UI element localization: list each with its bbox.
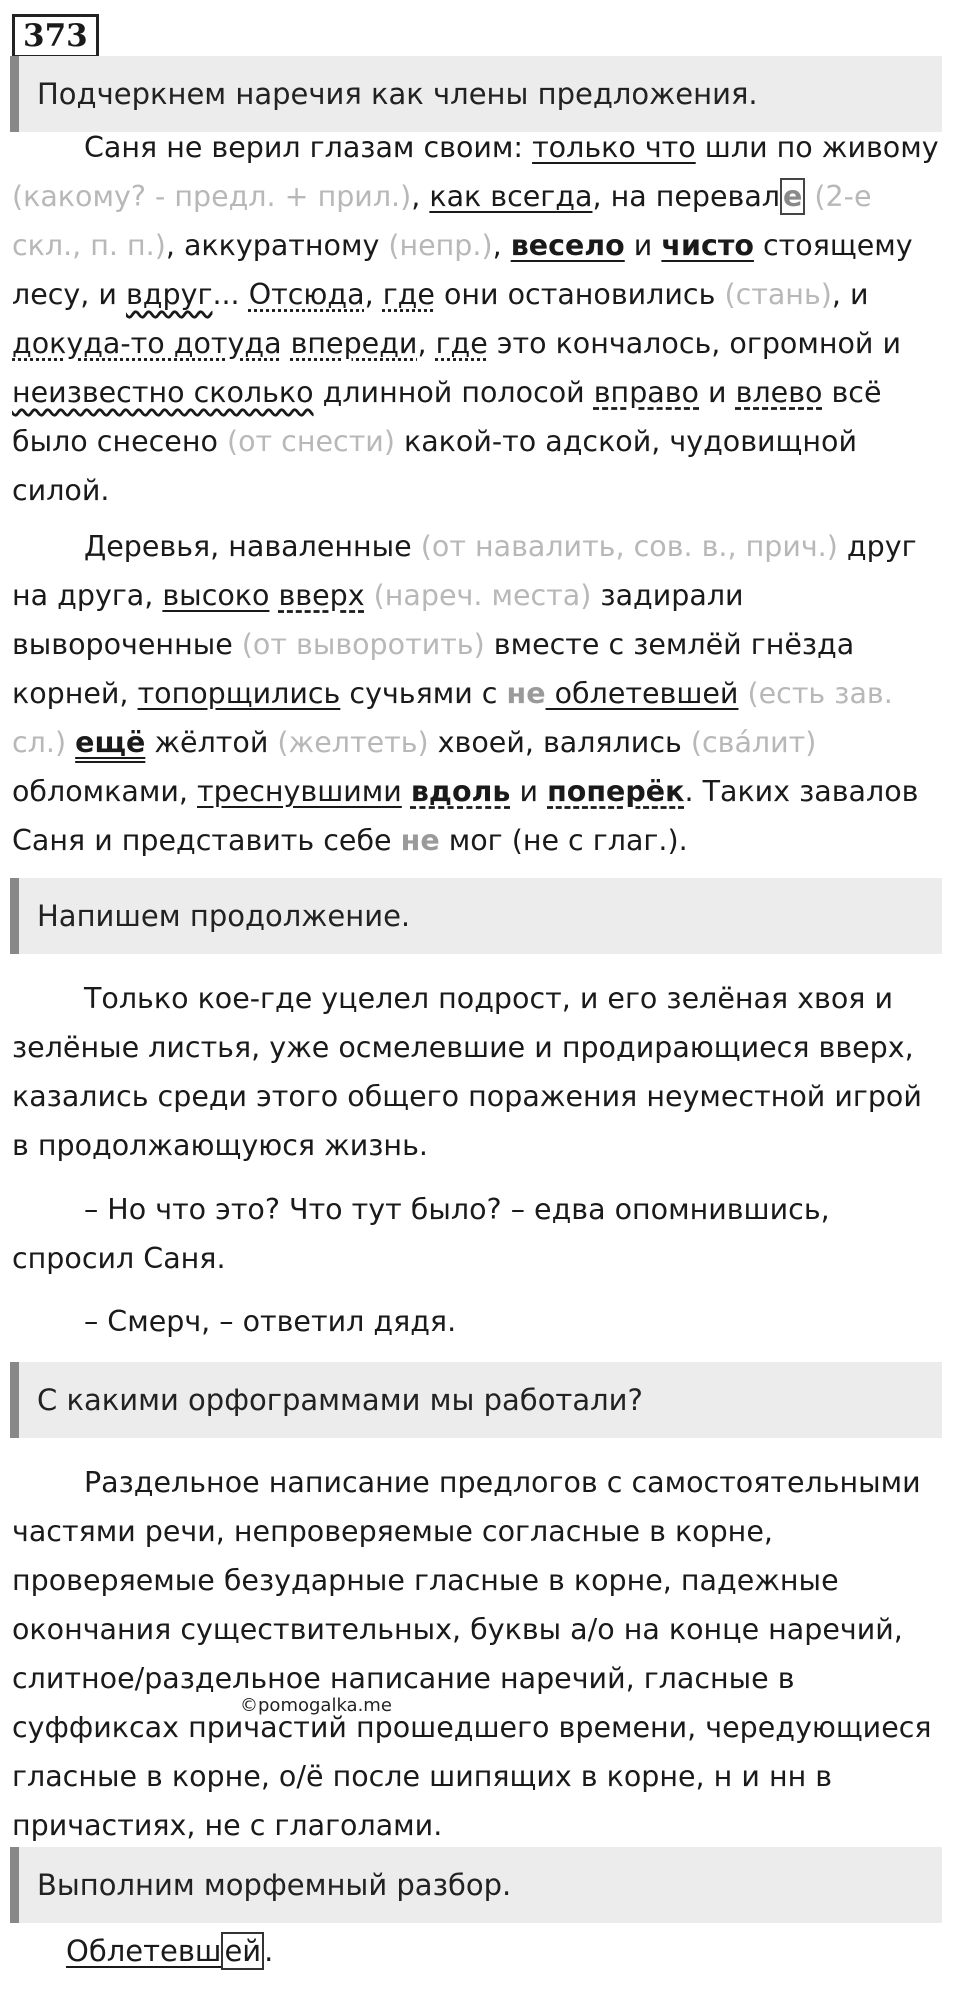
section-header-adverbs: Подчеркнем наречия как члены предложения. xyxy=(10,56,942,132)
grammar-note: (свáлит) xyxy=(681,726,817,759)
adverb-wavy: неизвестно сколько xyxy=(12,376,314,409)
grammar-note: (от выворотить) xyxy=(232,628,485,661)
participle-underlined: треснувшими xyxy=(197,775,402,808)
text-span: длинной полосой xyxy=(313,376,594,409)
text-span xyxy=(402,775,411,808)
text-span: стоящему лесу, и xyxy=(12,229,913,311)
paragraph-2 xyxy=(12,522,947,865)
grammar-note: (нареч. места) xyxy=(364,579,592,612)
grammar-note: (от снести) xyxy=(217,425,395,458)
text-span xyxy=(269,579,278,612)
continuation-paragraph-3: – Смерч, – ответил дядя. xyxy=(84,1305,457,1338)
section-header-morpheme: Выполним морфемный разбор. xyxy=(10,1847,942,1923)
adverb-bold: весело xyxy=(510,229,625,262)
text-span: жёлтой xyxy=(145,726,269,759)
text-span: , xyxy=(417,327,436,360)
text-span: аккуратному xyxy=(183,229,380,262)
morpheme-ending: ей xyxy=(221,1932,264,1970)
adverb-dashed: вверх xyxy=(278,579,365,612)
adverb-dotted: впереди xyxy=(290,327,418,360)
text-span: обломками, xyxy=(12,775,197,808)
adverb-dotted: где xyxy=(435,327,488,360)
text-span: друг на друга, xyxy=(12,530,917,612)
text-span: сучьями с xyxy=(340,677,507,710)
adverb-wavy: вдруг xyxy=(126,278,213,311)
text-span: и xyxy=(510,775,548,808)
text-span: мог (не с глаг.). xyxy=(439,824,688,857)
predicate-underlined: топорщились xyxy=(137,677,341,710)
adverb-underlined: только что xyxy=(532,131,696,164)
adverb-dashed: влево xyxy=(735,376,823,409)
text-span: , xyxy=(364,278,383,311)
morpheme-dot: . xyxy=(264,1934,274,1968)
particle-not: не xyxy=(506,677,546,710)
text-span: какой-то адской, чудовищной силой. xyxy=(12,425,857,507)
text-span: Саня не верил глазам своим: xyxy=(84,131,533,164)
adverb-underlined: как всегда xyxy=(429,180,593,213)
grammar-note: (какому? - предл. + прил.) xyxy=(12,180,412,213)
particle-not: не xyxy=(400,824,440,857)
text-span: ... xyxy=(212,278,249,311)
adverb-bold: вдоль xyxy=(410,775,511,808)
text-span xyxy=(282,327,291,360)
text-span: Деревья, наваленные xyxy=(84,530,412,563)
adverb-bold: поперёк xyxy=(547,775,685,808)
paragraph-1 xyxy=(12,123,947,515)
adverb-dotted: где xyxy=(382,278,435,311)
morpheme-stem: Облетевш xyxy=(66,1934,222,1968)
orthograms-paragraph: Раздельное написание предлогов с самостоятельными частями речи, непроверяемые согласные в корне, проверяемые безударные гласные в корне, падежные окончания существительных, буквы а/о на конце наречий, слитное/раздельное написание наречий, гласные в суффиксах причастий прошедшего времени, чередующиеся гласные в корне, о/ё после шипящих в корне, н и нн в причастиях, не с глаголами. xyxy=(12,1466,932,1842)
section-header-continuation: Напишем продолжение. xyxy=(10,878,942,954)
text-span xyxy=(66,726,75,759)
adverb-bold: чисто xyxy=(661,229,754,262)
section-header-orthograms: С какими орфограммами мы работали? xyxy=(10,1362,942,1438)
grammar-note: (желтеть) xyxy=(268,726,429,759)
adverb-underlined: высоко xyxy=(162,579,270,612)
adverb-dashed: вправо xyxy=(593,376,699,409)
text-span: вместе с землёй гнёзда корней, xyxy=(12,628,855,710)
text-span: . Таких завалов Саня и представить себе xyxy=(12,775,919,857)
morpheme-analysis xyxy=(66,1934,273,1968)
text-span: , xyxy=(165,229,184,262)
adverb-bold: ещё xyxy=(75,726,146,759)
participle-underlined: облетевшей xyxy=(545,677,739,710)
grammar-note: (есть зав. сл.) xyxy=(12,677,893,759)
text-span: , xyxy=(492,229,511,262)
text-span: шли по xyxy=(695,131,813,164)
watermark: ©pomogalka.me xyxy=(240,1695,392,1716)
exercise-number: 373 xyxy=(12,14,99,58)
text-span: , и xyxy=(831,278,869,311)
adverb-dotted: Отсюда xyxy=(248,278,365,311)
text-span: живому xyxy=(812,131,939,164)
ending-box: е xyxy=(780,178,805,215)
grammar-note: (от навалить, сов. в., прич.) xyxy=(411,530,838,563)
text-span: хвоей, валялись xyxy=(428,726,682,759)
adverb-dotted: докуда-то дотуда xyxy=(12,327,282,360)
text-span: задирали вывороченные xyxy=(12,579,744,661)
grammar-note: (непр.) xyxy=(379,229,493,262)
continuation-paragraph-2: – Но что это? Что тут было? – едва опомнившись, спросил Саня. xyxy=(12,1193,830,1275)
continuation-paragraph-1: Только кое-где уцелел подрост, и его зелёная хвоя и зелёные листья, уже осмелевшие и продирающиеся вверх, казались среди этого общего поражения неуместной игрой в продолжающуюся жизнь. xyxy=(12,982,922,1162)
grammar-note: (2-е скл., п. п.) xyxy=(12,180,872,262)
text-span: , на перевал xyxy=(592,180,781,213)
text-span: и xyxy=(699,376,736,409)
text-span: и xyxy=(624,229,662,262)
text-span: это кончалось, огромной и xyxy=(487,327,902,360)
grammar-note: (стань) xyxy=(715,278,832,311)
text-span: всё было снесено xyxy=(12,376,882,458)
text-span: , xyxy=(411,180,430,213)
text-span: они остановились xyxy=(434,278,716,311)
